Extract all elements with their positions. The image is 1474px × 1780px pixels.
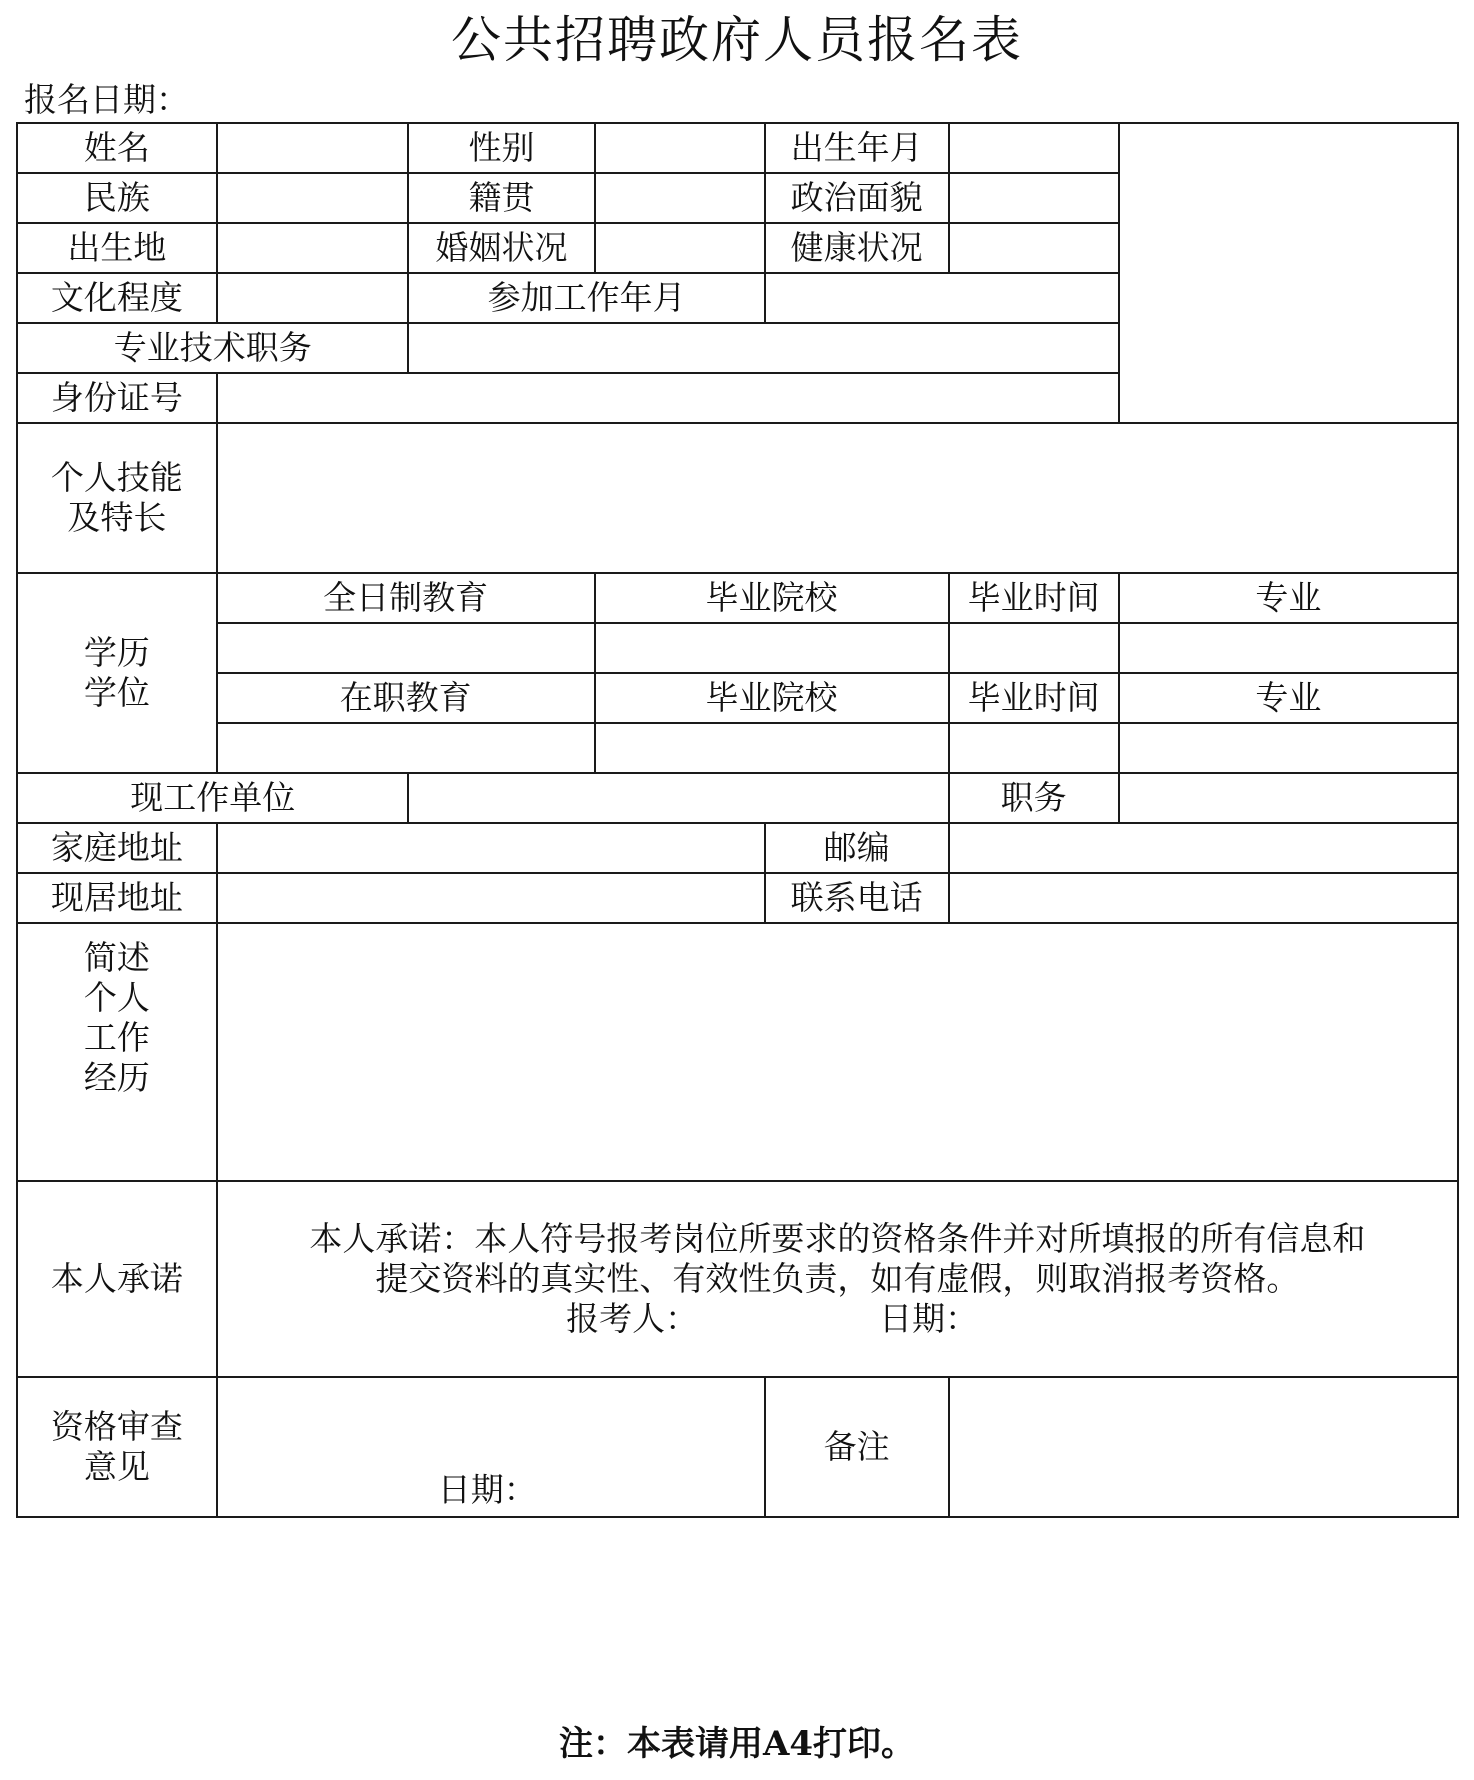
label-birth: 出生年月 <box>765 123 949 173</box>
id-number-field[interactable] <box>217 373 1119 423</box>
registration-form-table <box>16 122 1459 1518</box>
postcode-field[interactable] <box>949 823 1458 873</box>
label-degree-line1: 学历 <box>83 633 150 672</box>
phone-field[interactable] <box>949 873 1458 923</box>
birth-field[interactable] <box>949 123 1119 173</box>
pledge-text-line2: 提交资料的真实性、有效性负责，如有虚假，则取消报考资格。 <box>375 1259 1300 1298</box>
label-position: 职务 <box>949 773 1119 823</box>
current-employer-field[interactable] <box>408 773 948 823</box>
label-degree <box>17 573 217 773</box>
skills-field[interactable] <box>217 423 1458 573</box>
applicant-signature-label: 报考人： <box>566 1299 699 1338</box>
label-political: 政治面貌 <box>765 173 949 223</box>
review-opinion-field[interactable] <box>217 1377 765 1517</box>
ethnicity-field[interactable] <box>217 173 409 223</box>
label-professional-title: 专业技术职务 <box>17 323 408 373</box>
label-work-history-line3: 工作 <box>83 1018 150 1057</box>
label-full-time-grad-time: 毕业时间 <box>949 573 1119 623</box>
label-name: 姓名 <box>17 123 217 173</box>
label-ethnicity: 民族 <box>17 173 217 223</box>
label-native-place: 籍贯 <box>408 173 594 223</box>
review-date-label: 日期： <box>437 1470 537 1509</box>
label-in-service-major: 专业 <box>1119 673 1458 723</box>
position-field[interactable] <box>1119 773 1458 823</box>
label-health: 健康状况 <box>765 223 949 273</box>
label-id-number: 身份证号 <box>17 373 217 423</box>
label-skills-line1: 个人技能 <box>50 458 183 497</box>
pledge-date-label: 日期： <box>879 1299 979 1338</box>
label-current-employer: 现工作单位 <box>17 773 408 823</box>
label-phone: 联系电话 <box>765 873 949 923</box>
professional-title-field[interactable] <box>408 323 1118 373</box>
label-home-address: 家庭地址 <box>17 823 217 873</box>
label-full-time-school: 毕业院校 <box>595 573 949 623</box>
health-field[interactable] <box>949 223 1119 273</box>
label-work-start: 参加工作年月 <box>408 273 764 323</box>
label-work-history-line1: 简述 <box>83 938 150 977</box>
label-work-history <box>17 923 217 1181</box>
label-current-address: 现居地址 <box>17 873 217 923</box>
label-education-level: 文化程度 <box>17 273 217 323</box>
label-in-service-grad-time: 毕业时间 <box>949 673 1119 723</box>
apply-date-label: 报名日期： <box>24 80 189 119</box>
work-history-field[interactable] <box>217 923 1458 1181</box>
marital-field[interactable] <box>595 223 765 273</box>
label-pledge: 本人承诺 <box>17 1181 217 1377</box>
label-full-time-education: 全日制教育 <box>217 573 595 623</box>
full-time-major-field[interactable] <box>1119 623 1458 673</box>
pledge-sign-row <box>218 1299 1457 1339</box>
full-time-school-field[interactable] <box>595 623 949 673</box>
home-address-field[interactable] <box>217 823 765 873</box>
label-birthplace: 出生地 <box>17 223 217 273</box>
label-in-service-education: 在职教育 <box>217 673 595 723</box>
label-marital: 婚姻状况 <box>408 223 594 273</box>
current-address-field[interactable] <box>217 873 765 923</box>
birthplace-field[interactable] <box>217 223 409 273</box>
pledge-text-line1: 本人承诺：本人符号报考岗位所要求的资格条件并对所填报的所有信息和 <box>309 1219 1366 1258</box>
in-service-major-field[interactable] <box>1119 723 1458 773</box>
label-work-history-line4: 经历 <box>83 1058 150 1097</box>
label-review-line2: 意见 <box>83 1447 150 1486</box>
label-skills <box>17 423 217 573</box>
in-service-grad-time-field[interactable] <box>949 723 1119 773</box>
remarks-field[interactable] <box>949 1377 1458 1517</box>
political-field[interactable] <box>949 173 1119 223</box>
label-review-line1: 资格审查 <box>50 1407 183 1446</box>
education-level-field[interactable] <box>217 273 409 323</box>
photo-box[interactable] <box>1119 123 1458 423</box>
full-time-education-field[interactable] <box>217 623 595 673</box>
native-place-field[interactable] <box>595 173 765 223</box>
pledge-statement <box>217 1181 1458 1377</box>
label-in-service-school: 毕业院校 <box>595 673 949 723</box>
gender-field[interactable] <box>595 123 765 173</box>
label-skills-line2: 及特长 <box>67 498 167 537</box>
label-gender: 性别 <box>408 123 594 173</box>
in-service-school-field[interactable] <box>595 723 949 773</box>
full-time-grad-time-field[interactable] <box>949 623 1119 673</box>
label-remarks: 备注 <box>765 1377 949 1517</box>
work-start-field[interactable] <box>765 273 1119 323</box>
label-degree-line2: 学位 <box>83 673 150 712</box>
in-service-education-field[interactable] <box>217 723 595 773</box>
label-review <box>17 1377 217 1517</box>
name-field[interactable] <box>217 123 409 173</box>
label-work-history-line2: 个人 <box>83 978 150 1017</box>
form-title: 公共招聘政府人员报名表 <box>451 11 1023 69</box>
footer-note: 注：本表请用A4打印。 <box>558 1724 916 1764</box>
label-full-time-major: 专业 <box>1119 573 1458 623</box>
label-postcode: 邮编 <box>765 823 949 873</box>
